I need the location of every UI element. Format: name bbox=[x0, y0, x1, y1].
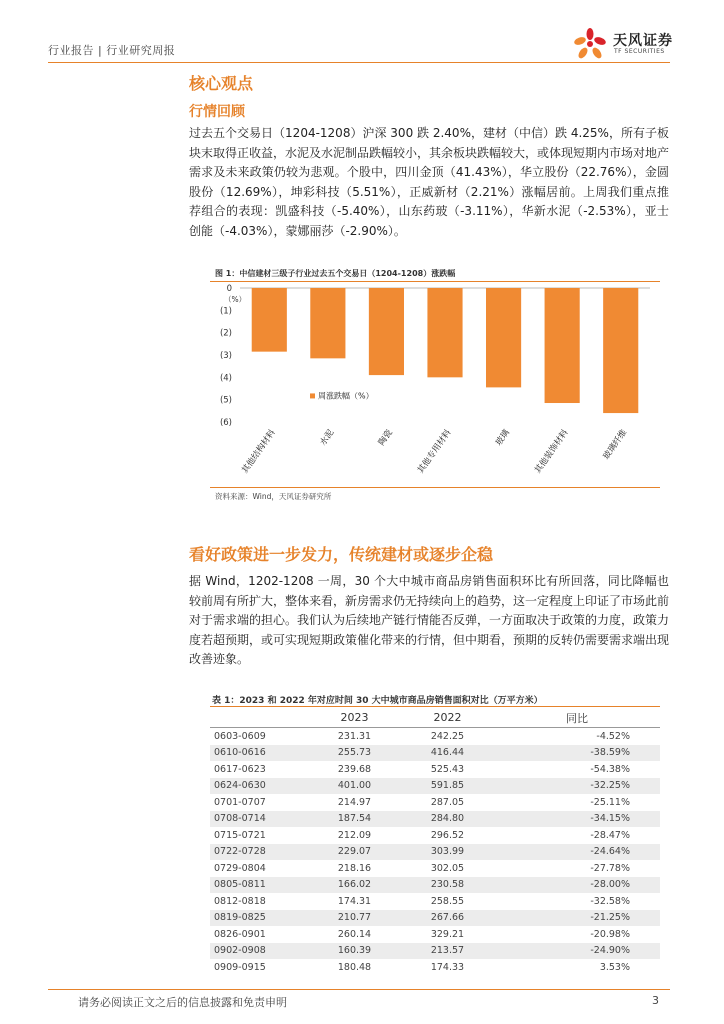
table-row bbox=[210, 877, 660, 894]
table-header-period bbox=[210, 708, 308, 728]
table-row bbox=[210, 745, 660, 762]
table-cell-yoy: -21.25% bbox=[494, 910, 660, 927]
y-tick-label: (4) bbox=[219, 373, 232, 384]
bar bbox=[310, 288, 345, 358]
table-cell-yoy: -25.11% bbox=[590, 796, 630, 808]
table-cell-2022: 174.33 bbox=[430, 961, 465, 973]
table-cell-period: 0715-0721 bbox=[214, 829, 266, 841]
table-cell-2023: 174.31 bbox=[337, 895, 372, 907]
table-cell-period: 0617-0623 bbox=[214, 763, 266, 775]
table-cell-2023: 160.39 bbox=[308, 943, 401, 960]
x-tick-label: 水泥 bbox=[318, 427, 337, 448]
market-review-paragraph: 过去五个交易日（1204-1208）沪深 300 跌 2.40%，建材（中信）跌 4.25%，所有子板块末取得正收益，水泥及水泥制品跌幅较小，其余板块跌幅较大，或体现短期内市场对地产需求及未来政策仍较为悲观。个股中，四川金顶（41.43%），华立股份（22.76%），金圆股份（12.69%），坤彩科技（5.51%），正威新材（2.21%）涨幅居前。上周我们重点推荐组合的表现：凯盛科技（-5.40%），山东药玻（-3.11%），华新水泥（-2.53%），亚士创能（-4.03%），蒙娜丽莎（-2.90%）。 bbox=[189, 126, 670, 238]
table-cell-2023: 212.09 bbox=[337, 829, 372, 841]
table-cell-yoy: -32.58% bbox=[590, 895, 630, 907]
policy-outlook-paragraph: 据 Wind，1202-1208 一周，30 个大中城市商品房销售面积环比有所回落，同比降幅也较前周有所扩大，整体来看，新房需求仍无持续向上的趋势，这一定程度上印证了市场此前对于需求端的担心。我们认为后续地产链行情能否反弹，一方面取决于政策的力度，政策力度若超预期，或可实现短期政策催化带来的行情，但中期看，预期的反转仍需要需求端出现改善迹象。 bbox=[189, 574, 670, 667]
table-cell-2022: 303.99 bbox=[401, 844, 494, 861]
legend-label: 周涨跌幅（%） bbox=[318, 391, 374, 401]
table-cell-period: 0708-0714 bbox=[210, 811, 308, 828]
table-row bbox=[210, 827, 660, 844]
x-tick-label: 其他结构材料 bbox=[240, 427, 278, 476]
table-cell-yoy: -28.00% bbox=[494, 877, 660, 894]
table-row bbox=[210, 910, 660, 927]
table-cell-2023: 260.14 bbox=[337, 928, 372, 940]
x-tick-label: 陶瓷 bbox=[376, 427, 395, 448]
table-cell-yoy: -28.47% bbox=[590, 829, 630, 841]
x-tick-label: 其他装饰材料 bbox=[533, 427, 571, 476]
table-cell-period: 0805-0811 bbox=[210, 877, 308, 894]
table-cell-period: 0812-0818 bbox=[214, 895, 266, 907]
table-top-rule bbox=[210, 706, 660, 707]
header-divider bbox=[48, 62, 670, 63]
table-header-2023: 2023 bbox=[308, 708, 401, 728]
page-number: 3 bbox=[652, 994, 659, 1007]
logo-cn-text: 天风证券 bbox=[613, 33, 673, 49]
bar bbox=[486, 288, 521, 387]
company-logo bbox=[570, 27, 680, 63]
sales-area-table bbox=[210, 708, 660, 976]
y-tick-label: (6) bbox=[219, 418, 232, 428]
figure-caption: 图 1：中信建材三级子行业过去五个交易日（1204-1208）涨跌幅 bbox=[215, 269, 456, 278]
footer-divider bbox=[48, 989, 670, 990]
y-tick-label: (3) bbox=[219, 351, 232, 361]
figure-1 bbox=[210, 268, 660, 508]
table-row bbox=[210, 728, 660, 745]
section-title: 核心观点 bbox=[189, 74, 254, 93]
table-cell-2023: 218.16 bbox=[337, 862, 372, 874]
table-cell-period: 0902-0908 bbox=[210, 943, 308, 960]
y-tick-label: (5) bbox=[219, 395, 232, 406]
table-cell-2022: 416.44 bbox=[401, 745, 494, 762]
table-cell-2023: 187.54 bbox=[308, 811, 401, 828]
table-cell-2023: 231.31 bbox=[337, 730, 372, 742]
table-cell-2022: 329.21 bbox=[430, 928, 465, 940]
table-header-yoy: 同比 bbox=[494, 708, 660, 728]
table-row bbox=[210, 943, 660, 960]
table-cell-period: 0624-0630 bbox=[210, 778, 308, 795]
y-axis-unit: （%） bbox=[224, 295, 247, 305]
x-tick-label: 玻璃纤维 bbox=[601, 427, 630, 462]
bar bbox=[545, 288, 580, 403]
bar bbox=[369, 288, 404, 375]
logo-flower-icon bbox=[570, 27, 610, 63]
table-cell-yoy: -27.78% bbox=[590, 862, 630, 874]
figure-source: 资料来源：Wind，天风证券研究所 bbox=[215, 492, 332, 501]
table-cell-2022: 591.85 bbox=[401, 778, 494, 795]
y-tick-label: (1) bbox=[219, 306, 232, 317]
table-row bbox=[210, 778, 660, 795]
table-cell-yoy: -34.15% bbox=[494, 811, 660, 828]
report-type-label: 行业报告 | 行业研究周报 bbox=[48, 44, 176, 57]
table-row bbox=[210, 811, 660, 828]
table-caption: 表 1：2023 和 2022 年对应时间 30 大中城市商品房销售面积对比（万平方米） bbox=[212, 696, 543, 706]
x-tick-label: 其他专用材料 bbox=[416, 427, 454, 476]
table-header-2022: 2022 bbox=[401, 708, 494, 728]
x-tick-label: 玻璃 bbox=[494, 427, 513, 448]
table-header-row bbox=[210, 708, 660, 728]
table-row bbox=[210, 860, 660, 877]
table-cell-2023: 214.97 bbox=[337, 796, 372, 808]
table-cell-yoy: -54.38% bbox=[590, 763, 630, 775]
table-cell-yoy: -4.52% bbox=[596, 730, 630, 742]
logo-en-text: TF SECURITIES bbox=[614, 48, 665, 55]
table-cell-2022: 525.43 bbox=[430, 763, 465, 775]
bar bbox=[252, 288, 287, 352]
table-row bbox=[210, 926, 660, 943]
table-cell-2023: 166.02 bbox=[308, 877, 401, 894]
table-cell-2023: 401.00 bbox=[308, 778, 401, 795]
table-row bbox=[210, 893, 660, 910]
table-cell-yoy: -24.90% bbox=[494, 943, 660, 960]
table-cell-2023: 180.48 bbox=[337, 961, 372, 973]
y-tick-label: 0 bbox=[226, 284, 232, 294]
table-cell-yoy: 3.53% bbox=[599, 961, 630, 973]
table-cell-2023: 229.07 bbox=[308, 844, 401, 861]
table-row bbox=[210, 844, 660, 861]
table-cell-2022: 287.05 bbox=[430, 796, 465, 808]
table-cell-period: 0826-0901 bbox=[214, 928, 266, 940]
table-cell-2022: 230.58 bbox=[401, 877, 494, 894]
table-cell-period: 0701-0707 bbox=[214, 796, 266, 808]
table-cell-2022: 213.57 bbox=[401, 943, 494, 960]
figure-bottom-rule bbox=[210, 487, 660, 488]
bar bbox=[603, 288, 638, 413]
table-row bbox=[210, 794, 660, 811]
table-cell-yoy: -32.25% bbox=[494, 778, 660, 795]
table-cell-2022: 302.05 bbox=[430, 862, 465, 874]
bar bbox=[427, 288, 462, 377]
table-cell-period: 0819-0825 bbox=[210, 910, 308, 927]
table-cell-period: 0729-0804 bbox=[214, 862, 266, 874]
table-cell-2023: 255.73 bbox=[308, 745, 401, 762]
table-cell-2022: 258.55 bbox=[430, 895, 465, 907]
table-cell-2022: 267.66 bbox=[401, 910, 494, 927]
footer-disclaimer: 请务必阅读正文之后的信息披露和免责申明 bbox=[78, 996, 287, 1009]
table-row bbox=[210, 761, 660, 778]
subsection-title: 行情回顾 bbox=[189, 104, 245, 120]
table-cell-2023: 239.68 bbox=[337, 763, 372, 775]
table-cell-2022: 242.25 bbox=[430, 730, 465, 742]
table-cell-2023: 210.77 bbox=[308, 910, 401, 927]
table-cell-period: 0909-0915 bbox=[214, 961, 266, 973]
table-cell-2022: 296.52 bbox=[430, 829, 465, 841]
y-tick-label: (2) bbox=[219, 328, 232, 339]
table-row bbox=[210, 959, 660, 976]
table-cell-period: 0603-0609 bbox=[214, 730, 266, 742]
table-cell-2022: 284.80 bbox=[401, 811, 494, 828]
table-cell-yoy: -20.98% bbox=[590, 928, 630, 940]
table-body bbox=[210, 728, 660, 976]
table-cell-period: 0722-0728 bbox=[210, 844, 308, 861]
table-cell-period: 0610-0616 bbox=[210, 745, 308, 762]
legend-swatch bbox=[310, 393, 315, 398]
bar-chart bbox=[210, 282, 660, 487]
table-cell-yoy: -38.59% bbox=[494, 745, 660, 762]
section2-title: 看好政策进一步发力，传统建材或逐步企稳 bbox=[189, 545, 494, 564]
table-cell-yoy: -24.64% bbox=[494, 844, 660, 861]
